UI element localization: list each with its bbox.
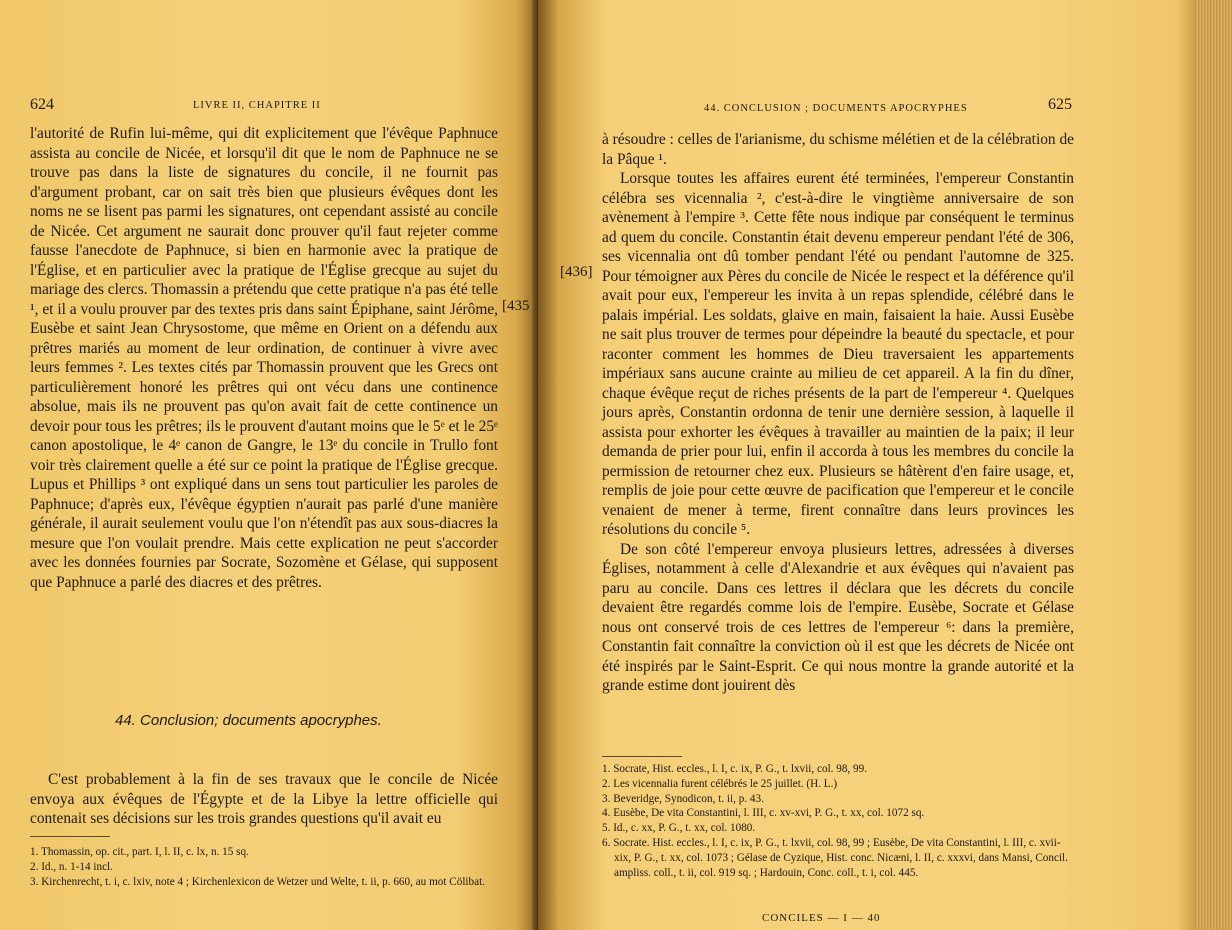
right-footnote: 4. Eusèbe, De vita Constantini, l. III, c. xv-xvi, P. G., t. xx, col. 1072 sq. [602, 807, 925, 820]
left-running-head: LIVRE II, CHAPITRE II [193, 100, 321, 111]
left-margin-reference: [435 [502, 298, 530, 314]
right-margin-reference: [436] [560, 264, 593, 280]
right-body [602, 130, 1074, 696]
right-footnote: 3. Beveridge, Synodicon, t. ii, p. 43. [602, 792, 764, 805]
right-footnote: 5. Id., c. xx, P. G., t. xx, col. 1080. [602, 822, 756, 835]
right-footnotes [602, 762, 1074, 880]
right-footnote-rule [602, 756, 682, 757]
right-paragraph: De son côté l'empereur envoya plusieurs lettres, adressées à diverses Églises, notamment à celle d'Alexandrie et aux évêques qui n'avaient pas paru au concile. Dans ces lettres il déclara que les décrets du concile devaient être regardés comme lois de l'empire. Eusèbe, Socrate et Gélase nous ont conservé trois de ces lettres de l'empereur ⁶: dans la première, Constantin fait connaître la conviction où il est que les décrets de Nicée ont été inspirés par le Saint-Esprit. Ce qui nous montre la grande autorité et la grande estime dont jouirent dès [602, 540, 1074, 694]
left-paragraph-2: C'est probablement à la fin de ses travaux que le concile de Nicée envoya aux évêques de l'Égypte et de la Libye la lettre officielle qui contenait ses décisions sur les trois grandes questions qu'il avait eu [30, 771, 498, 827]
section-heading: 44. Conclusion; documents apocryphes. [115, 712, 382, 729]
left-footnotes [30, 845, 498, 889]
left-paragraph-1: l'autorité de Rufin lui-même, qui dit explicitement que l'évêque Paphnuce assista au concile de Nicée, et lorsqu'il dit que le nom de Paphnuce ne se trouve pas dans la liste de signatures du concile, il ne fournit pas d'argument probant, car on sait très bien que plusieurs évêques dont les noms ne se lisent pas parmi les signatures, ont cependant assisté au concile de Nicée. Cet argument ne saurait donc prouver qu'il faut rejeter comme fausse l'anecdote de Paphnuce, si bien en harmonie avec la pratique de l'Église, et en particulier avec la pratique de l'Église grecque au sujet du mariage des clercs. Thomassin a prétendu que cette pratique n'a pas été telle ¹, et il a voulu prouver par des textes pris dans saint Épiphane, saint Jérôme, Eusèbe et saint Jean Chrysostome, que même en Orient on a défendu aux prêtres mariés au moment de leur ordination, de continuer à vivre avec leurs femmes ². Les textes cités par Thomassin prouvent que les Grecs ont particulièrement honoré les prêtres qui ont vécu dans une continence absolue, mais ils ne prouvent pas qu'on avait fait de cette continence un devoir pour tous les prêtres; ils le prouvent d'autant moins que le 5ᵉ et le 25ᵉ canon apostolique, le 4ᵉ canon de Gangre, le 13ᵉ du concile in Trullo font voir très clairement quelle a été sur ce point la pratique de l'Église grecque. Lupus et Phillips ³ ont expliqué dans un sens tout particulier les paroles de Paphnuce; d'après eux, l'évêque égyptien n'aurait pas parlé d'une manière générale, il aurait seulement voulu que l'on n'étendît pas aux sous-diacres la mesure que l'on voulait prendre. Mais cette explication ne peut s'accorder avec les données fournies par Socrate, Sozomène et Gélase, qui supposent que Paphnuce a parlé des diacres et des prêtres. [30, 125, 498, 591]
right-paragraph: à résoudre : celles de l'arianisme, du schisme mélétien et de la célébration de la Pâque ¹. [602, 131, 1074, 168]
left-page [0, 0, 538, 930]
right-footnote: 2. Les vicennalia furent célébrés le 25 juillet. (H. L.) [602, 777, 838, 790]
signature-mark: CONCILES — I — 40 [762, 912, 881, 924]
left-footnote: 1. Thomassin, op. cit., part. I, l. II, c. lx, n. 15 sq. [30, 846, 249, 858]
right-page-number: 625 [1048, 96, 1072, 113]
right-footnote: 1. Socrate, Hist. eccles., l. I, c. ix, P. G., t. lxvii, col. 98, 99. [602, 763, 868, 775]
left-footnote-rule [30, 836, 110, 837]
left-page-number: 624 [30, 96, 54, 113]
left-footnote: 3. Kirchenrecht, t. i, c. lxiv, note 4 ; Kirchenlexicon de Wetzer und Welte, t. ii, p. 660, au mot Cölibat. [30, 875, 486, 888]
right-paragraph: Lorsque toutes les affaires eurent été terminées, l'empereur Constantin célébra ses vicennalia ², c'est-à-dire le vingtième anniversaire de son avènement à l'empire ³. Cette fête nous indique par conséquent le terminus ad quem du concile. Constantin était devenu empereur pendant l'été de 306, ses vicennalia ont dû tomber pendant l'été ou pendant l'automne de 325. Pour témoigner aux Pères du concile de Nicée le respect et la déférence qu'il avait pour eux, l'empereur les invita à un repas splendide, célébré dans le palais impérial. Les soldats, glaive en main, faisaient la haie. Aussi Eusèbe ne sait plus trouver de termes pour dépeindre la beauté du spectacle, et pour raconter comment les hommes de Dieu traversaient les appartements impériaux sans aucune crainte au milieu de cet appareil. A la fin du dîner, chaque évêque reçut de riches présents de la part de l'empereur ⁴. Quelques jours après, Constantin ordonna de tenir une dernière session, à laquelle il assista pour exhorter les évêques à travailler au maintien de la paix; il leur demanda de prier pour lui, enfin il accorda à tous les membres du concile la permission de retourner chez eux. Plusieurs se hâtèrent d'en faire usage, et, remplis de joie pour cette œuvre de pacification que l'empereur et le concile venaient de mener à terme, firent connaître dans leurs provinces les résolutions du concile ⁵. [602, 170, 1074, 538]
right-running-head: 44. CONCLUSION ; DOCUMENTS APOCRYPHES [704, 103, 968, 114]
left-body-2 [30, 770, 498, 829]
page-edges [1196, 0, 1232, 930]
left-body [30, 124, 498, 592]
right-footnote: 6. Socrate. Hist. eccles., l. I, c. ix, P. G., t. lxvii, col. 98, 99 ; Eusèbe, De vita Constantini, l. III, c. xvii-xix, P. G., t. xx, col. 1073 ; Gélase de Cyzique, Hist. conc. Nicæni, l. II, c. xxxvi, dans Mansi, Concil. ampliss. coll., t. ii, col. 919 sq. ; Hardouin, Conc. coll., t. i, col. 445. [602, 836, 1068, 879]
right-page [538, 0, 1232, 930]
left-footnote: 2. Id., n. 1-14 incl. [30, 860, 113, 873]
